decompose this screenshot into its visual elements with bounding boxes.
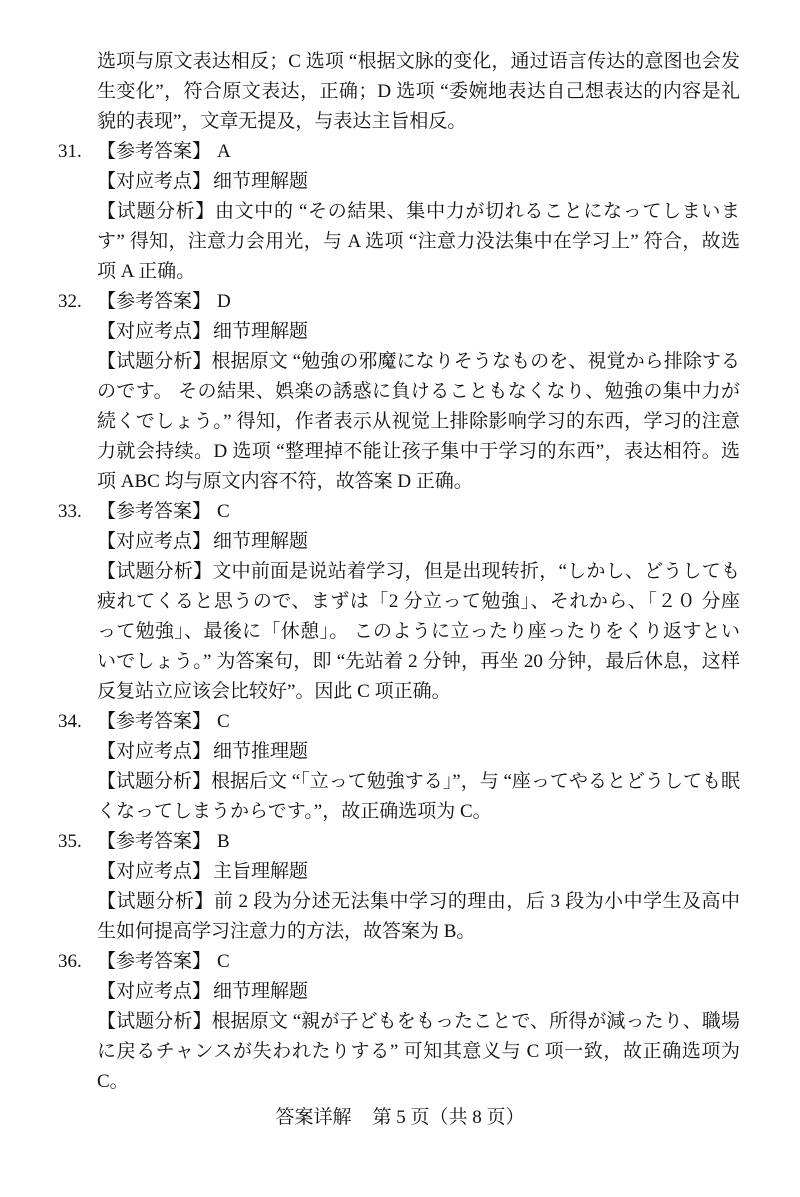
exam-point-value: 主旨理解题: [213, 861, 309, 882]
analysis-paragraph: [97, 767, 740, 827]
reference-answer-value: B: [217, 831, 230, 852]
exam-point-line: [97, 737, 740, 767]
item-body: [97, 827, 740, 947]
item-number: 34.: [58, 711, 82, 732]
exam-point-value: 细节理解题: [213, 321, 309, 342]
exam-point-value: 细节理解题: [213, 981, 309, 1002]
exam-point-label: 【对应考点】: [97, 321, 212, 342]
exam-point-line: [97, 167, 740, 197]
item-number: 33.: [58, 501, 82, 522]
reference-answer-label: 【参考答案】: [97, 711, 212, 732]
exam-point-value: 细节推理题: [213, 741, 309, 762]
analysis-text: 根据原文 “親が子どもをもったことで、所得が減ったり、職場に戻るチャンスが失われたりする” 可知其意义与 C 项一致，故正确选项为 C。: [97, 1011, 740, 1092]
analysis-text: 由文中的 “その結果、集中力が切れることになってしまいます” 得知，注意力会用光，与 A 选项 “注意力没法集中在学习上” 符合，故选项 A 正确。: [97, 201, 740, 282]
exam-point-label: 【对应考点】: [97, 531, 212, 552]
analysis-label: 【试题分析】: [97, 891, 214, 912]
item-body: [97, 287, 740, 497]
page-content: [58, 47, 740, 1097]
item-number: 35.: [58, 831, 82, 852]
item-number: 36.: [58, 951, 82, 972]
footer-page-info: 第 5 页（共 8 页）: [372, 1107, 525, 1128]
answer-item-32: [58, 287, 740, 497]
exam-point-label: 【对应考点】: [97, 861, 212, 882]
answer-item-35: [58, 827, 740, 947]
exam-point-line: [97, 317, 740, 347]
item-body: [97, 707, 740, 827]
reference-answer-label: 【参考答案】: [97, 501, 212, 522]
reference-answer-label: 【参考答案】: [97, 831, 212, 852]
item-body: [97, 137, 740, 287]
item-number: 32.: [58, 291, 82, 312]
analysis-paragraph: [97, 347, 740, 497]
exam-point-value: 细节理解题: [213, 171, 309, 192]
analysis-paragraph: [97, 887, 740, 947]
reference-answer-label: 【参考答案】: [97, 291, 212, 312]
footer-doc-title: 答案详解: [275, 1107, 352, 1128]
reference-answer-label: 【参考答案】: [97, 951, 212, 972]
exam-point-line: [97, 857, 740, 887]
answer-item-34: [58, 707, 740, 827]
item-number: 31.: [58, 141, 82, 162]
analysis-label: 【试题分析】: [97, 1011, 212, 1032]
analysis-paragraph: [97, 197, 740, 287]
reference-answer-line: [97, 707, 740, 737]
analysis-label: 【试题分析】: [97, 201, 215, 222]
exam-point-label: 【对应考点】: [97, 981, 212, 1002]
reference-answer-value: C: [217, 501, 230, 522]
analysis-label: 【试题分析】: [97, 351, 212, 372]
exam-point-label: 【对应考点】: [97, 171, 212, 192]
analysis-paragraph: [97, 557, 740, 707]
reference-answer-value: A: [217, 141, 231, 162]
reference-answer-value: D: [217, 291, 231, 312]
exam-point-line: [97, 977, 740, 1007]
reference-answer-line: [97, 497, 740, 527]
exam-point-value: 细节理解题: [213, 531, 309, 552]
item-body: [97, 497, 740, 707]
reference-answer-label: 【参考答案】: [97, 141, 212, 162]
reference-answer-value: C: [217, 711, 230, 732]
analysis-text: 根据后文 “「立って勉強する」”，与 “座ってやるとどうしても眠くなってしまうからです。”，故正确选项为 C。: [97, 771, 740, 822]
analysis-paragraph: [97, 1007, 740, 1097]
analysis-label: 【试题分析】: [97, 561, 213, 582]
item-body: [97, 947, 740, 1097]
answer-item-36: [58, 947, 740, 1097]
analysis-text: 文中前面是说站着学习，但是出现转折，“しかし、どうしても疲れてくると思うので、まずは「2 分立って勉強」、それから、「２０ 分座って勉強」、最後に「休憩」。 このように立ったり座ったりをくり返すといいでしょう。” 为答案句，即 “先站着 2 分钟，再坐 20 分钟，最后休息，这样反复站立应该会比较好”。因此 C 项正确。: [97, 561, 740, 702]
answer-item-31: [58, 137, 740, 287]
reference-answer-value: C: [217, 951, 230, 972]
analysis-text: 根据原文 “勉強の邪魔になりそうなものを、視覚から排除するのです。 その結果、娯楽の誘惑に負けることもなくなり、勉強の集中力が続くでしょう。” 得知，作者表示从视觉上排除影响学习的东西，学习的注意力就会持续。D 选项 “整理掉不能让孩子集中于学习的东西”，表达相符。选项 ABC 均与原文内容不符，故答案 D 正确。: [97, 351, 740, 492]
continuation-paragraph: 选项与原文表达相反；C 选项 “根据文脉的变化，通过语言传达的意图也会发生变化”，符合原文表达，正确；D 选项 “委婉地表达自己想表达的内容是礼貌的表现”，文章无提及，与表达主旨相反。: [97, 51, 740, 132]
analysis-label: 【试题分析】: [97, 771, 212, 792]
page-footer: [0, 1103, 800, 1133]
reference-answer-line: [97, 827, 740, 857]
reference-answer-line: [97, 287, 740, 317]
exam-point-label: 【对应考点】: [97, 741, 212, 762]
reference-answer-line: [97, 137, 740, 167]
analysis-text: 前 2 段为分述无法集中学习的理由，后 3 段为小中学生及高中生如何提高学习注意力的方法，故答案为 B。: [97, 891, 740, 942]
exam-point-line: [97, 527, 740, 557]
answer-item-33: [58, 497, 740, 707]
reference-answer-line: [97, 947, 740, 977]
